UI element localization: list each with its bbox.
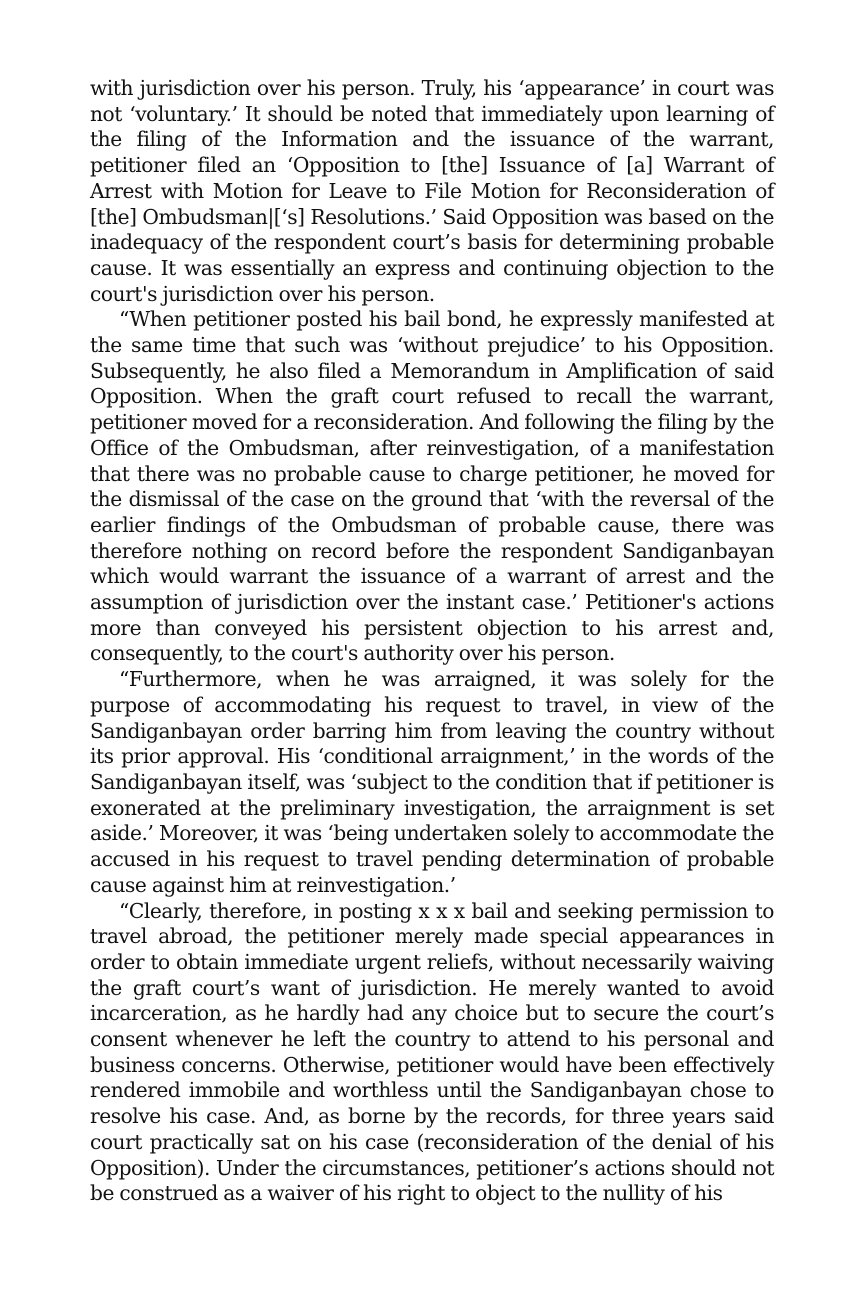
document-page	[90, 76, 774, 1207]
paragraph-3: “Furthermore, when he was arraigned, it was solely for the purpose of accommodating his request to travel, in view of the Sandiganbayan order barring him from leaving the country without its prior approval. His ‘conditional arraignment,’ in the words of the Sandiganbayan itself, was ‘subject to the condition that if petitioner is exonerated at the preliminary investigation, the arraignment is set aside.’ Moreover, it was ‘being undertaken solely to accommodate the accused in his request to travel pending determination of probable cause against him at reinvestigation.’	[90, 667, 774, 897]
paragraph-2: “When petitioner posted his bail bond, he expressly manifested at the same time that such was ‘without prejudice’ to his Opposition. Subsequently, he also filed a Memorandum in Amplification of said Opposition. When the graft court refused to recall the warrant, petitioner moved for a reconsideration. And following the filing by the Office of the Ombudsman, after reinvestigation, of a manifestation that there was no probable cause to charge petitioner, he moved for the dismissal of the case on the ground that ‘with the reversal of the earlier findings of the Ombudsman of probable cause, there was therefore nothing on record before the respondent Sandiganbayan which would warrant the issuance of a warrant of arrest and the assumption of jurisdiction over the instant case.’ Petitioner's actions more than conveyed his persistent objection to his arrest and, consequently, to the court's authority over his person.	[90, 307, 774, 666]
paragraph-1: with jurisdiction over his person. Truly, his ‘appearance’ in court was not ‘voluntary.’ It should be noted that immediately upon learning of the filing of the Information and the issuance of the warrant, petitioner filed an ‘Opposition to [the] Issuance of [a] Warrant of Arrest with Motion for Leave to File Motion for Reconsideration of [the] Ombudsman|[‘s] Resolutions.’ Said Opposition was based on the inadequacy of the respondent court’s basis for determining probable cause. It was essentially an express and continuing objection to the court's jurisdiction over his person.	[90, 76, 774, 306]
paragraph-4: “Clearly, therefore, in posting x x x bail and seeking permission to travel abroad, the petitioner merely made special appearances in order to obtain immediate urgent reliefs, without necessarily waiving the graft court’s want of jurisdiction. He merely wanted to avoid incarceration, as he hardly had any choice but to secure the court’s consent whenever he left the country to attend to his personal and business concerns. Otherwise, petitioner would have been effectively rendered immobile and worthless until the Sandiganbayan chose to resolve his case. And, as borne by the records, for three years said court practically sat on his case (reconsideration of the denial of his Opposition). Under the circumstances, petitioner’s actions should not be construed as a waiver of his right to object to the nullity of his	[90, 898, 774, 1206]
